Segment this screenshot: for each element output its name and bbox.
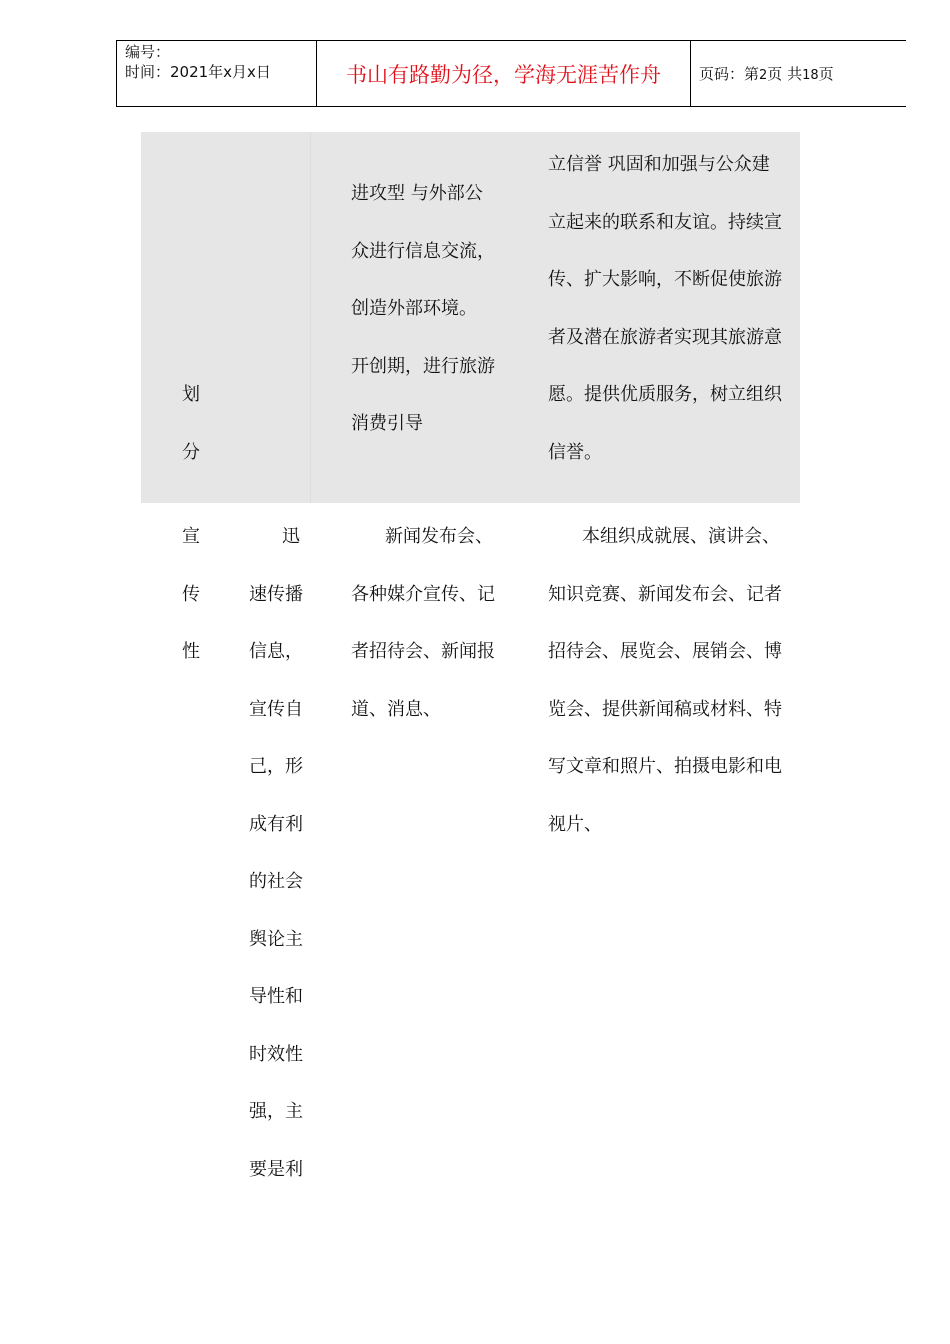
text-line: 览会、提供新闻稿或材料、特: [548, 698, 782, 720]
text-line: 舆论主: [249, 928, 303, 950]
text-line: 创造外部环境。: [351, 298, 477, 319]
text-line: 道、消息、: [351, 698, 441, 720]
text-line: 要是利: [249, 1158, 303, 1180]
row2-col1: [182, 508, 200, 681]
text-line: 开创期，进行旅游: [351, 355, 495, 377]
text-line: 时效性: [249, 1043, 303, 1065]
text-line: 迅: [282, 526, 300, 547]
text-line: 己，形: [249, 756, 303, 777]
motto: 书山有路勤为径，学海无涯苦作舟: [346, 63, 661, 87]
text-line: 知识竞赛、新闻发布会、记者: [548, 583, 782, 605]
row2-col2: [249, 508, 303, 1198]
number-label: 编号：: [125, 43, 171, 61]
page-suffix: 页: [818, 65, 834, 83]
text-line: 视片、: [548, 813, 602, 835]
page-mid: 页 共: [767, 65, 803, 83]
text-line: 传: [182, 583, 200, 605]
text-line: 成有利: [249, 813, 303, 835]
text-line: 宣: [182, 526, 200, 547]
text-line: 者及潜在旅游者实现其旅游意: [548, 326, 782, 348]
text-line: 愿。提供优质服务，树立组织: [548, 384, 782, 405]
page-number: [699, 65, 834, 85]
text-line: 者招待会、新闻报: [351, 641, 495, 662]
text-line: 本组织成就展、演讲会、: [582, 526, 780, 547]
text-line: 速传播: [249, 583, 303, 605]
text-line: 新闻发布会、: [385, 526, 493, 547]
row2-col4: [548, 508, 782, 853]
row2-col3: [351, 508, 495, 738]
text-line: 招待会、展览会、展销会、博: [548, 641, 782, 662]
text-line: 传、扩大影响，不断促使旅游: [548, 269, 782, 290]
text-line: 立起来的联系和友谊。持续宣: [548, 211, 782, 233]
page-prefix: 页码：第: [699, 65, 760, 83]
header-motto-cell: [317, 41, 691, 106]
text-line: 信息，: [249, 641, 303, 662]
text-line: 性: [182, 641, 200, 662]
text-line: 进攻型 与外部公: [351, 183, 483, 204]
text-line: 各种媒介宣传、记: [351, 583, 495, 605]
page-header: [116, 40, 906, 107]
text-line: 划: [182, 384, 200, 405]
shaded-row-divider: [310, 132, 311, 503]
text-line: 信誉。: [548, 441, 602, 463]
text-line: 导性和: [249, 986, 303, 1007]
text-line: 分: [182, 441, 200, 463]
text-line: 消费引导: [351, 413, 423, 434]
header-page-cell: [691, 41, 907, 106]
row1-col4: [548, 136, 782, 481]
date-line: 时间：2021年x月x日: [125, 63, 271, 81]
text-line: 众进行信息交流，: [351, 240, 495, 262]
text-line: 的社会: [249, 871, 303, 892]
text-line: 立信誉 巩固和加强与公众建: [548, 154, 770, 175]
row1-col1: [182, 366, 200, 481]
text-line: 强，主: [249, 1101, 303, 1122]
page-current: 2: [759, 68, 768, 83]
page-total: 18: [802, 68, 819, 83]
text-line: 写文章和照片、拍摄电影和电: [548, 756, 782, 777]
header-info-cell: [117, 41, 317, 106]
text-line: 宣传自: [249, 698, 303, 720]
row1-col3: [351, 165, 495, 453]
